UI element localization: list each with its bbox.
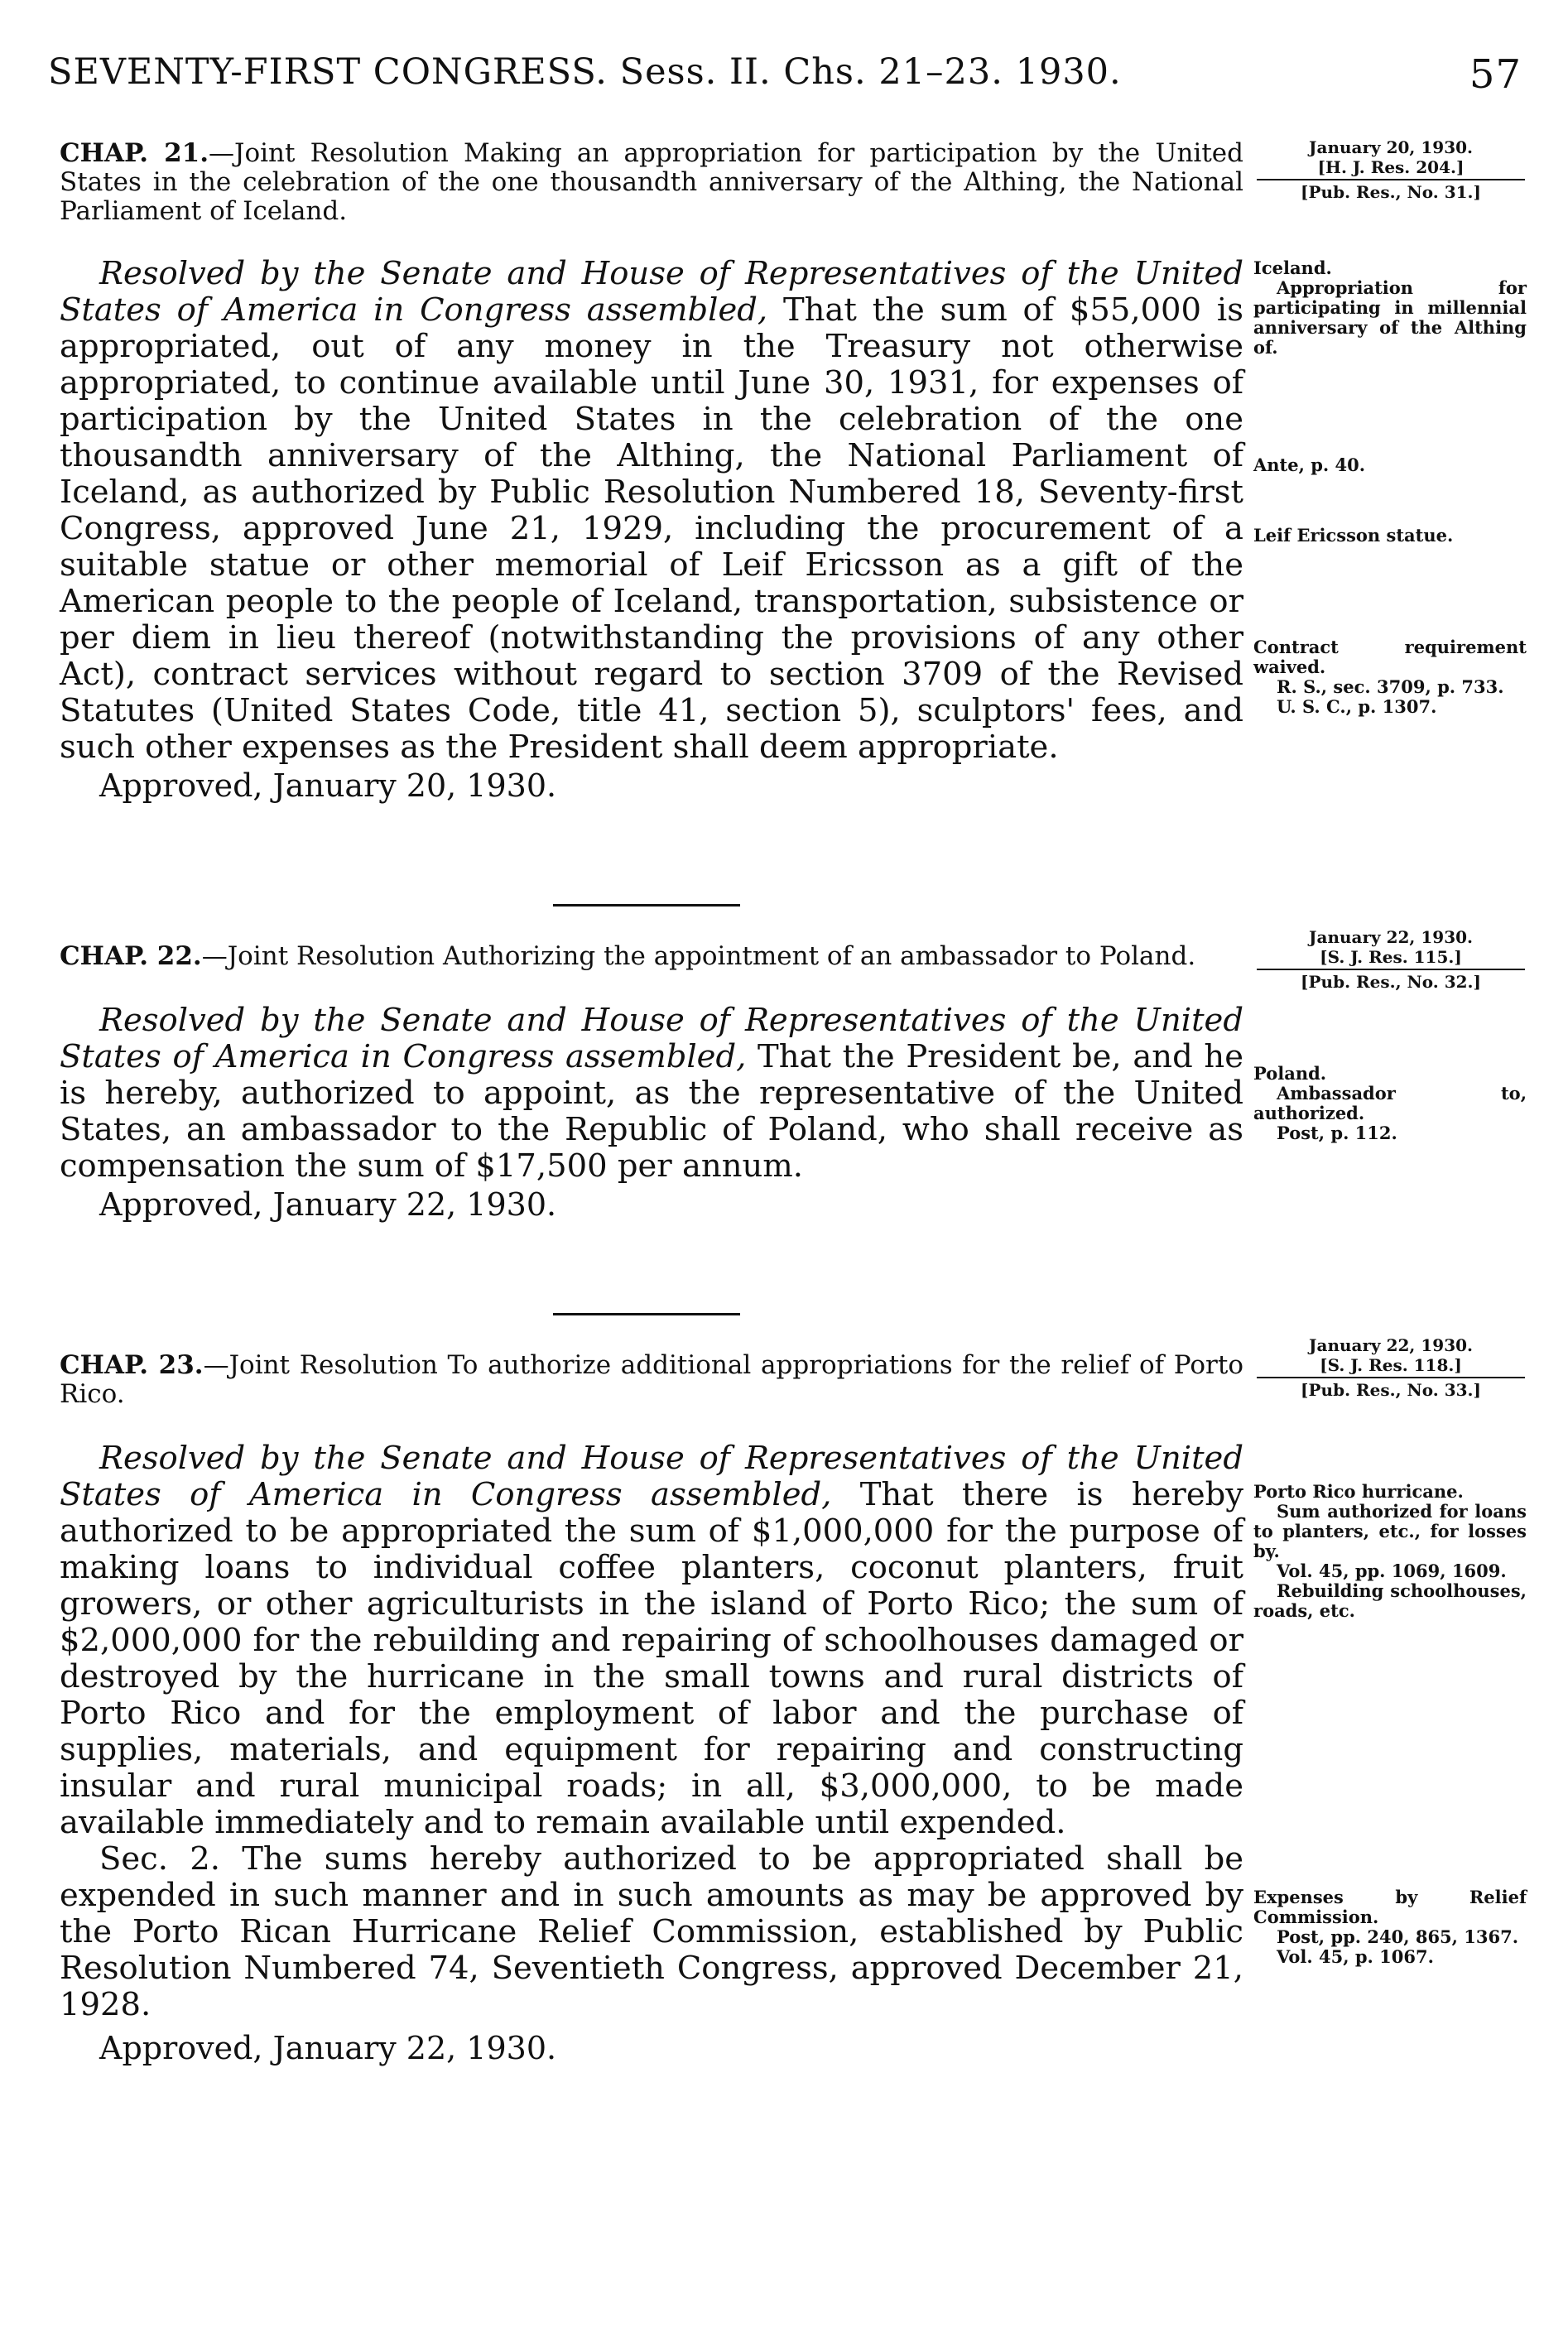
margin-note <box>1253 637 1527 717</box>
chapter-heading <box>60 139 1243 226</box>
margin-note-line: Vol. 45, pp. 1069, 1609. <box>1277 1561 1507 1581</box>
approval-line: Approved, January 22, 1930. <box>99 2030 557 2066</box>
chapter-heading <box>60 1351 1243 1409</box>
margin-note-line: Sum authorized for loans to planters, etc., for losses by. <box>1253 1501 1527 1561</box>
margin-note-line: U. S. C., p. 1307. <box>1277 696 1437 717</box>
margin-note-line: Post, pp. 240, 865, 1367. <box>1277 1926 1519 1947</box>
margin-note <box>1253 1888 1527 1967</box>
margin-note-line: Iceland. <box>1253 257 1332 278</box>
resolution-text <box>60 1003 1243 1185</box>
enacting-clause: Resolved by the Senate and House of Representatives of the United States of America in Congress assembled, <box>60 1002 1243 1075</box>
section-divider <box>553 1313 740 1315</box>
chapter-23-side-info <box>1250 1335 1532 1400</box>
resolution-text <box>60 1440 1243 1841</box>
page-number: 57 <box>1469 51 1522 98</box>
margin-note-line: Ante, p. 40. <box>1253 454 1366 475</box>
margin-note-line: Poland. <box>1253 1063 1327 1084</box>
chapter-heading <box>60 942 1243 971</box>
resolution-body: That there is hereby authorized to be appropriated the sum of $1,000,000 for the purpose of making loans to individual coffee planters, coconut planters, fruit growers, or other agriculturists in the island of Porto Rico; the sum of $2,000,000 for the rebuilding and repairing of schoolhouses damaged or destroyed by the hurricane in the small towns and rural districts of Porto Rico and for the employment of labor and the purchase of supplies, materials, and equipment for repairing and constructing insular and rural municipal roads; in all, $3,000,000, to be made available immediately and to remain available until expended. <box>60 1476 1243 1841</box>
chapter-21-side-info <box>1250 137 1532 202</box>
chapter-label: CHAP. 22. <box>60 941 202 971</box>
public-resolution-number: [Pub. Res., No. 32.] <box>1301 972 1481 992</box>
margin-note-line: Vol. 45, p. 1067. <box>1277 1946 1434 1967</box>
divider <box>1257 179 1525 180</box>
resolution-body: That the President be, and he is hereby, authorized to appoint, as the representative of the United States, an ambassador to the Republic of Poland, who shall receive as compensation the sum of $17,500 per annum. <box>60 1038 1243 1185</box>
resolution-text <box>60 256 1243 766</box>
chapter-22-side-info <box>1250 927 1532 992</box>
margin-note-line: Appropriation for participating in millennial anniversary of the Althing of. <box>1253 277 1527 358</box>
margin-note <box>1253 455 1527 475</box>
margin-note <box>1253 258 1527 358</box>
margin-note-line: Post, p. 112. <box>1277 1123 1397 1143</box>
approval-line: Approved, January 20, 1930. <box>99 767 557 804</box>
approval-line: Approved, January 22, 1930. <box>99 1186 557 1223</box>
chapter-22 <box>60 942 1243 1223</box>
resolution-body: That the sum of $55,000 is appropriated, out of any money in the Treasury not otherwise appropriated, to continue available until June 30, 1931, for expenses of participation by the United States in the celebration of the one thousandth anniversary of the Althing, the National Parliament of Iceland, as authorized by Public Resolution Numbered 18, Seventy-first Congress, approved June 21, 1929, including the procurement of a suitable statue or other memorial of Leif Ericsson as a gift of the American people to the people of Iceland, transportation, subsistence or per diem in lieu thereof (notwithstanding the provisions of any other Act), contract services without regard to section 3709 of the Revised Statutes (United States Code, title 41, section 5), sculptors' fees, and such other expenses as the President shall deem appropriate. <box>60 291 1243 766</box>
margin-note <box>1253 1064 1527 1143</box>
divider <box>1257 969 1525 970</box>
chapter-21 <box>60 139 1243 804</box>
enacting-clause: Resolved by the Senate and House of Representatives of the United States of America in Congress assembled, <box>60 255 1243 329</box>
margin-note-line: Contract requirement waived. <box>1253 637 1527 677</box>
public-resolution-number: [Pub. Res., No. 31.] <box>1301 182 1481 202</box>
chapter-label: CHAP. 21. <box>60 138 209 168</box>
running-head-title: SEVENTY-FIRST CONGRESS. Sess. II. Chs. 21–23. 1930. <box>48 51 1122 93</box>
running-head <box>48 51 1522 101</box>
margin-note-line: R. S., sec. 3709, p. 733. <box>1277 676 1504 697</box>
section-2-text: Sec. 2. The sums hereby authorized to be appropriated shall be expended in such manner and in such amounts as may be approved by the Porto Rican Hurricane Relief Commission, established by Public Resolution Numbered 74, Seventieth Congress, approved December 21, 1928. <box>60 1840 1243 2023</box>
divider <box>1257 1377 1525 1378</box>
enacting-clause: Resolved by the Senate and House of Representatives of the United States of America in Congress assembled, <box>60 1440 1243 1513</box>
margin-note-line: Leif Ericsson statue. <box>1253 525 1454 546</box>
chapter-title: —Joint Resolution Authorizing the appointment of an ambassador to Poland. <box>201 941 1196 971</box>
enactment-date: January 22, 1930. <box>1309 1335 1473 1355</box>
margin-note-line: Porto Rico hurricane. <box>1253 1481 1464 1502</box>
bill-number: [S. J. Res. 118.] <box>1320 1355 1462 1375</box>
chapter-label: CHAP. 23. <box>60 1350 204 1380</box>
enactment-date: January 22, 1930. <box>1309 927 1473 947</box>
public-resolution-number: [Pub. Res., No. 33.] <box>1301 1380 1481 1400</box>
chapter-23 <box>60 1351 1243 2066</box>
margin-note-line: Rebuilding schoolhouses, roads, etc. <box>1253 1580 1527 1621</box>
margin-note-line: Ambassador to, authorized. <box>1253 1083 1527 1123</box>
margin-note <box>1253 526 1527 546</box>
bill-number: [H. J. Res. 204.] <box>1317 157 1465 177</box>
margin-note <box>1253 1482 1527 1621</box>
chapter-title: —Joint Resolution To authorize additional appropriations for the relief of Porto Rico. <box>60 1350 1243 1409</box>
section-divider <box>553 904 740 907</box>
enactment-date: January 20, 1930. <box>1309 137 1473 157</box>
chapter-title: —Joint Resolution Making an appropriation for participation by the United States in the celebration of the one thousandth anniversary of the Althing, the National Parliament of Iceland. <box>60 138 1243 226</box>
margin-note-line: Expenses by Relief Commission. <box>1253 1887 1527 1927</box>
bill-number: [S. J. Res. 115.] <box>1320 947 1462 967</box>
